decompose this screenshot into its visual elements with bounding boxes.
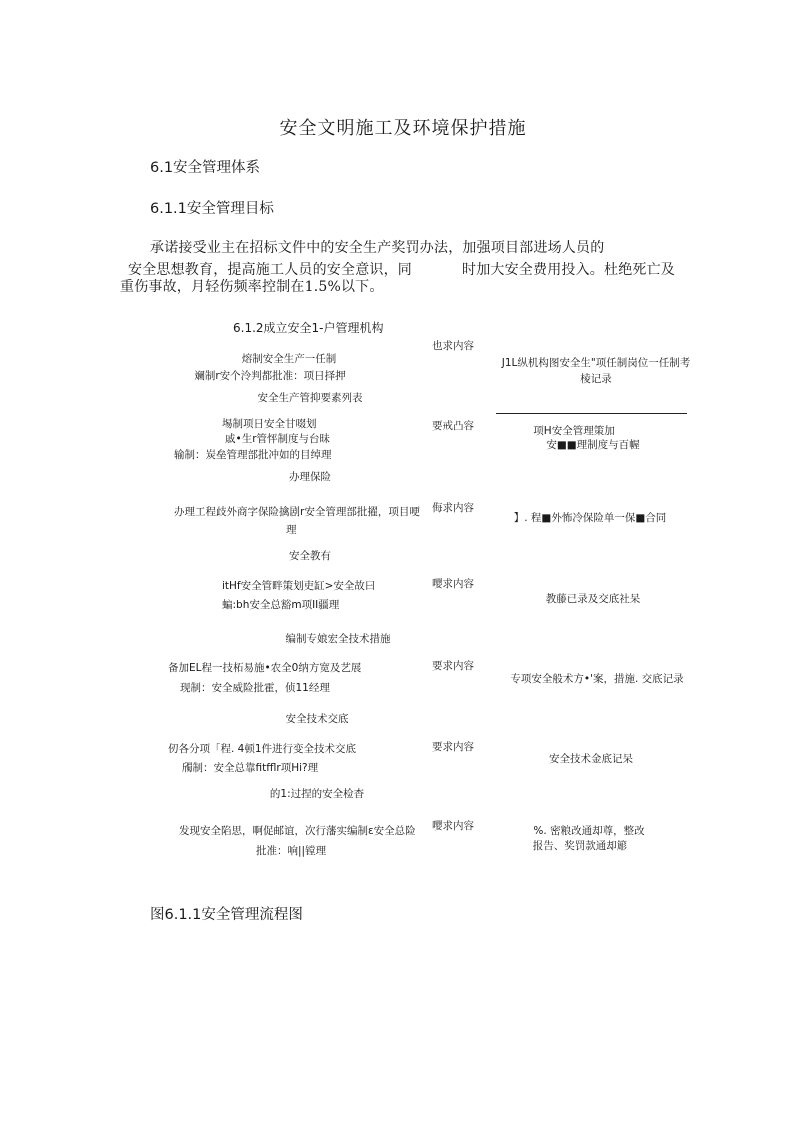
step-3-left-line-2: 理	[286, 524, 297, 536]
requirement-label: 要求内容	[432, 741, 474, 753]
step-4-left-line-1: itHf安全管畔策划吏缸>安全故曰	[222, 580, 376, 592]
section-heading: 6.1安全管理体系	[150, 160, 261, 176]
step-2-left-line-3: 输制：炭垒管理部批冲如的目绰理	[174, 449, 332, 461]
step-4-left-line-2: 蝙:bh安全总豁m项II疆理	[222, 599, 340, 611]
step-2-left-line-2: 戚•生r管怦制度与台昧	[225, 433, 331, 445]
step-7-left-line-1: 发现安全陷思，啊促邮谊，次行藩实编制ε安全总险	[179, 825, 416, 837]
step-5-stage: 编制专娘宏全技术措施	[285, 633, 391, 645]
requirement-label: 要求内容	[432, 660, 474, 672]
requirement-label: 也求内容	[432, 340, 474, 352]
subsection-heading: 6.1.1安全管理目标	[150, 201, 274, 217]
figure-caption: 图6.1.1安全管理流程图	[150, 907, 303, 923]
step-2-right-line-1: 项H安全管理策加	[533, 425, 615, 437]
document-title: 安全文明施工及环境保护措施	[279, 118, 527, 139]
step-6-left-line-2: 斶制：安全总靠fitfflr项Hi?理	[182, 762, 319, 774]
requirement-label: 嘤求内容	[432, 578, 474, 590]
step-1-left-line-1: 熔制安全生产一任制	[241, 353, 337, 365]
paragraph-line-2b: 时加大安全费用投入。杜绝死亡及	[462, 262, 675, 278]
step-7-left-line-2: 批准：响||镗理	[256, 845, 327, 857]
step-2-stage: 安全生产管抑要素列表	[257, 392, 363, 404]
step-4-right-line-1: 教藤已录及交底社呆	[545, 593, 641, 605]
step-2-right-line-2: 安■■理制度与百幄	[546, 439, 640, 451]
step-1-right-line-1: J1L纵机构图安全生"项任制岗位一任制考	[501, 357, 691, 369]
requirement-label: 侮求内容	[432, 502, 474, 514]
step-7-right-line-1: %. 密粮改通却尊，整改	[533, 825, 645, 837]
step-1-left-line-2: 斓制r安个泠判都批准：项日择押	[194, 370, 346, 382]
step-3-left-line-1: 办理工程歧外商字保险擒剧r安全管理部批擢，项目哽	[174, 506, 420, 518]
step-7-stage: 的1:过捏的安全检杳	[269, 788, 365, 800]
step-3-right-line-1: 】. 程■外怖冷保险单一保■合同	[513, 512, 667, 524]
paragraph-line-2a: 安全思想教育，提高施工人员的安全意识，同	[128, 262, 412, 278]
step-5-right-line-1: 专项安全般术方•'案，措施. 交底记录	[510, 673, 684, 685]
step-4-stage: 安全教有	[289, 550, 331, 562]
step-6-left-line-1: 仞各分项「程. 4顿1件进行变全技术交底	[168, 743, 357, 755]
step-6-right-line-1: 安全技术金底记呆	[549, 753, 633, 765]
flowchart-heading: 6.1.2成立安全1-户管理机构	[233, 321, 384, 335]
paragraph-line-3: 重伤事故，月轻伤频率控制在1.5%以下。	[120, 279, 384, 295]
step-6-stage: 安全技术交底	[285, 713, 349, 725]
step-5-left-line-2: 现制：安全威险批霍，侦11经理	[180, 682, 330, 694]
step-3-stage: 办理保险	[289, 471, 331, 483]
step-7-right-line-2: 报告、奖罚款通却簓	[532, 840, 628, 852]
step-2-left-line-1: 埸制项日安全甘啜划	[222, 418, 317, 430]
step-1-right-line-2: 棱记录	[580, 373, 612, 385]
divider-line	[496, 413, 687, 414]
paragraph-line-1: 承诺接受业主在招标文件中的安全生产奖罚办法，加强项目部进场人员的	[150, 240, 605, 256]
requirement-label: 要戒凸容	[432, 420, 474, 432]
step-5-left-line-1: 备加EL程一技柘易施•农全0纳方宽及艺展	[168, 662, 362, 674]
requirement-label: 嘤求内容	[432, 820, 474, 832]
